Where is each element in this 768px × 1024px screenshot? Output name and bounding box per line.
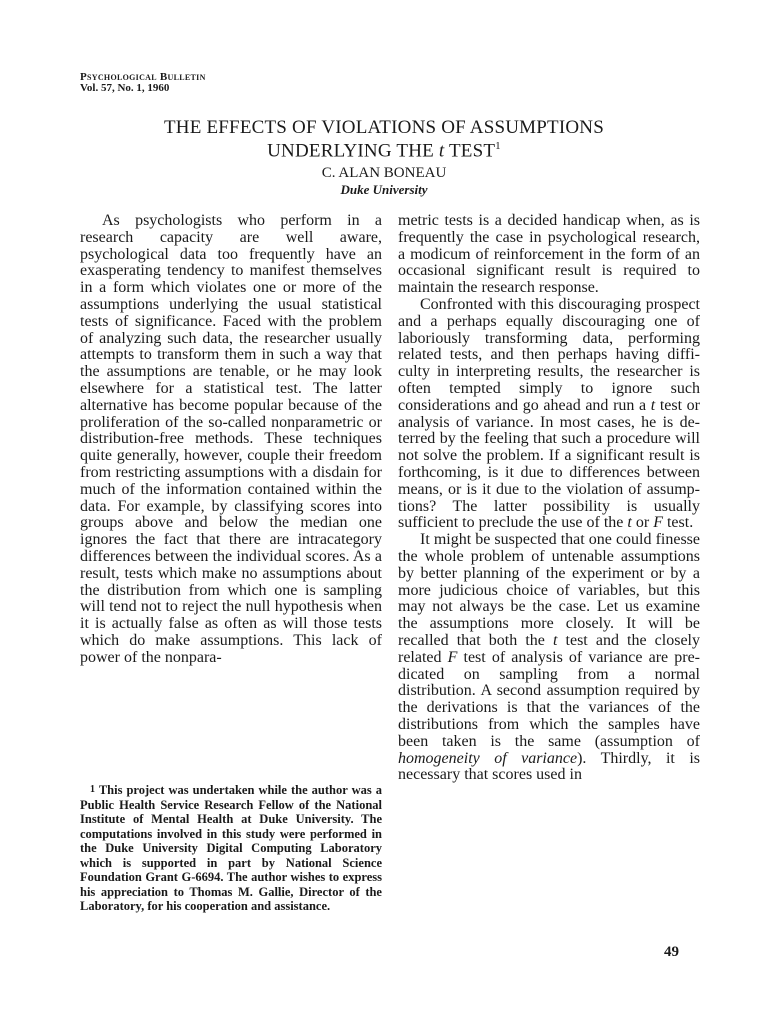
right-p2-F: F — [653, 514, 663, 532]
title-line-2-pre: UNDERLYING THE — [267, 140, 439, 162]
title-t: t — [438, 140, 445, 162]
journal-header — [80, 72, 206, 94]
right-p2-t: t — [650, 396, 656, 414]
right-p3-text-c: test of analysis of variance are predicated on sampling from a normal distribution. A second assumption required by the derivations is that the variances of the distributions from which the samples have been taken is the same (assumption of — [398, 648, 700, 750]
right-p3-F: F — [447, 648, 458, 666]
footnote — [80, 783, 382, 914]
journal-name: Psychological Bulletin — [80, 71, 206, 83]
footnote-mark: 1 — [90, 784, 95, 795]
right-paragraph-3 — [398, 532, 700, 784]
title-line-2-post: TEST — [444, 140, 496, 162]
article-title — [60, 118, 708, 160]
right-paragraph-2 — [398, 297, 700, 532]
right-p2-t2: t — [627, 514, 632, 532]
right-p3-text-d: ). Thirdly, it is necessary that scores used in — [398, 749, 700, 784]
right-p3-text-b: test and the closely related — [398, 631, 700, 666]
right-p2-or: or — [631, 514, 654, 532]
footnote-text: This project was undertaken while the author was a Public Health Service Research Fellow of the National Institute of Mental Health at Duke University. The computations involved in this study were performed in the Duke University Digital Computing Laboratory which is supported in part by National Science Foundation Grant G-6694. The author wishes to express his appreciation to Thomas M. Gallie, Director of the Laboratory, for his cooperation and assistance. — [80, 783, 382, 913]
author-affiliation: Duke University — [340, 182, 428, 197]
right-p2-text-b: test or analysis of variance. In most cases, he is deterred by the feeling that such a procedure will not solve the problem. If a significant result is forthcoming, is it due to differences between means, or is it due to the violation of assumptions? The latter possibility is usually sufficient to preclude the use of the — [398, 396, 701, 532]
right-p3-t: t — [552, 631, 558, 649]
right-p3-text-a: It might be suspected that one could finesse the whole problem of untenable assumptions by better planning of the experiment or by a more judicious choice of variables, but this may not always be the case. Let us examine the assumptions more closely. It will be recalled that both the — [398, 531, 700, 649]
page-number: 49 — [664, 944, 679, 960]
right-p3-homogeneity: homogeneity of variance — [398, 749, 578, 767]
left-paragraph-1: As psychologists who perform in a research capacity are well aware, psychological data too frequently have an exasperating tendency to manifest themselves in a form which violates one or more of the assumptions underlying the usual statistical tests of significance. Faced with the problem of analyzing such data, the researcher usually attempts to transform them in such a way that the assumptions are tenable, or he may look elsewhere for a statistical test. The latter alternative has become popular because of the proliferation of the so-called nonparametric or distribution-free methods. These techniques quite generally, however, couple their freedom from restricting assumptions with a disdain for much of the information contained within the data. For example, by classifying scores into groups above and below the median one ignores the fact that there are intracategory differences between the individual scores. As a result, tests which make no assumptions about the distribution from which one is sampling will tend not to reject the null hypothesis when it is actually false as often as will those tests which do make assumptions. This lack of power of the nonpara- — [80, 212, 382, 666]
title-line-1: THE EFFECTS OF VIOLATIONS OF ASSUMPTIONS — [164, 117, 604, 138]
right-paragraph-1: metric tests is a decided handicap when, as is frequently the case in psychological research, a modicum of reinforcement in the form of an occasional significant result is required to maintain the research response. — [398, 212, 700, 297]
journal-volume: Vol. 57, No. 1, 1960 — [80, 82, 170, 94]
right-p2-text-c: test. — [662, 514, 694, 532]
title-footnote-ref: 1 — [495, 140, 501, 152]
right-p2-text-a: Confronted with this discouraging prospect and a perhaps equally discouraging one of laboriously transforming data, performing related tests, and then perhaps having difficulty in interpreting results, the researcher is often tempted simply to ignore such considerations and go ahead and run a — [398, 295, 700, 414]
left-column — [80, 213, 382, 667]
right-column — [398, 213, 700, 784]
title-line-2 — [60, 137, 708, 160]
footnote-paragraph — [80, 783, 382, 914]
author-name: C. ALAN BONEAU — [321, 165, 447, 181]
